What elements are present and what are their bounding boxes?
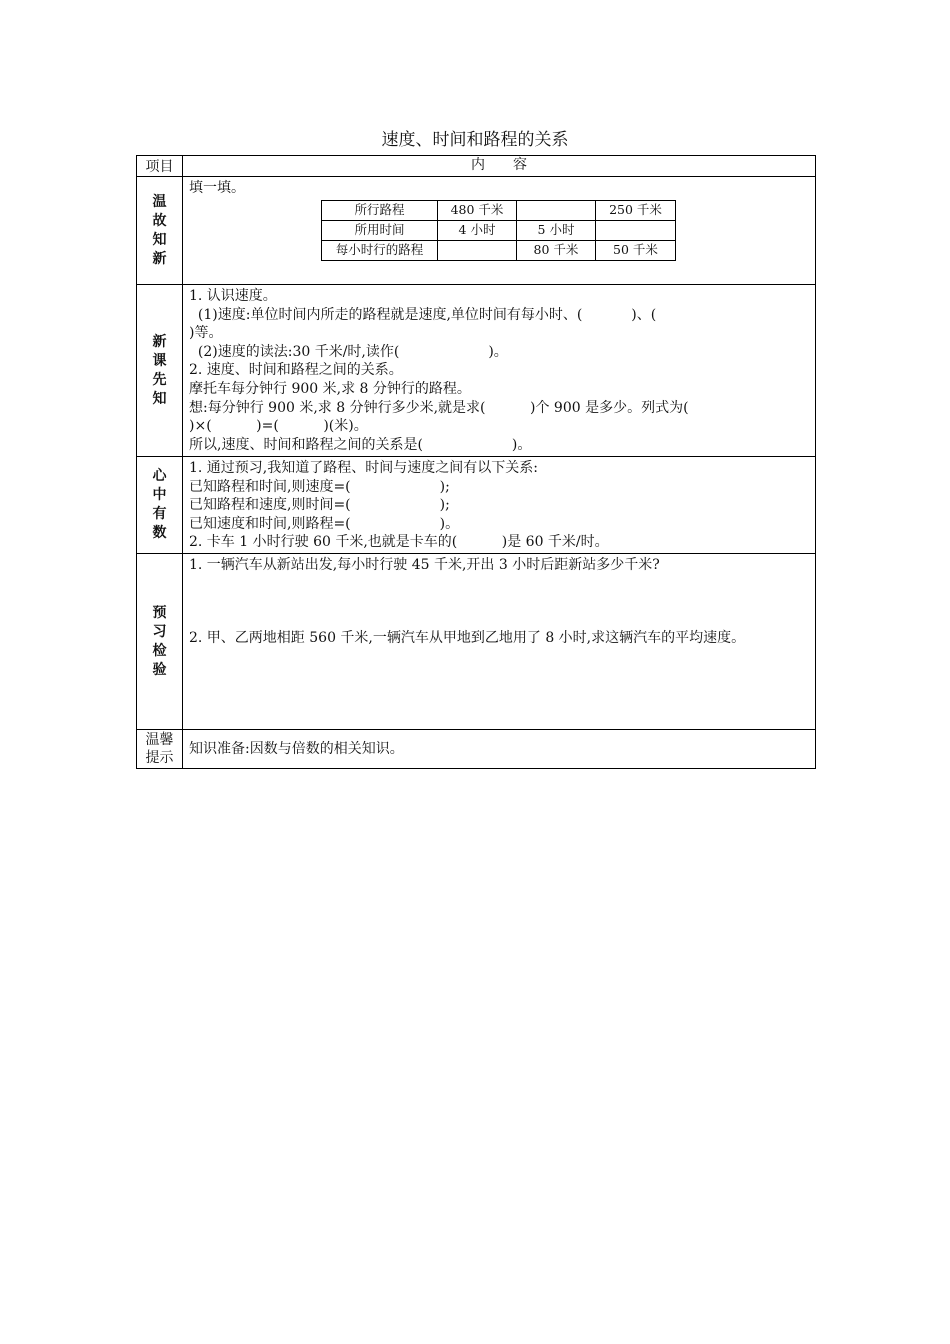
new-lesson-line: )×( )=( )(米)。 [189, 418, 368, 435]
summary-line: 已知路程和时间,则速度=( ); [189, 478, 450, 495]
new-lesson-label: 新课先知 [152, 333, 167, 407]
review-table-cell: 每小时行的路程 [322, 240, 438, 260]
review-fill-table [321, 200, 676, 261]
new-lesson-line: 1. 认识速度。 [189, 288, 277, 304]
lesson-table [136, 155, 816, 769]
check-question-2: 2. 甲、乙两地相距 560 千米,一辆汽车从甲地到乙地用了 8 小时,求这辆汽车的平均速度。 [189, 629, 746, 646]
review-table-cell: 50 千米 [596, 240, 676, 260]
review-table-cell [596, 220, 676, 240]
review-table-cell: 所行路程 [322, 200, 438, 220]
review-table-cell: 80 千米 [517, 240, 596, 260]
new-lesson-line: 所以,速度、时间和路程之间的关系是( )。 [189, 436, 532, 453]
review-table-cell: 250 千米 [596, 200, 676, 220]
review-table-cell: 所用时间 [322, 220, 438, 240]
review-table-cell: 480 千米 [438, 200, 517, 220]
review-table-cell [517, 200, 596, 220]
summary-line: 已知路程和速度,则时间=( ); [189, 497, 450, 514]
new-lesson-line: (2)速度的读法:30 千米/时,读作( )。 [189, 343, 508, 360]
review-row [137, 176, 815, 284]
check-row [137, 553, 815, 729]
summary-content [183, 457, 815, 553]
tips-label-line2: 提示 [145, 750, 174, 766]
summary-row [137, 456, 815, 553]
review-intro: 填一填。 [189, 180, 245, 196]
tips-row [137, 729, 815, 768]
new-lesson-line: 摩托车每分钟行 900 米,求 8 分钟行的路程。 [189, 380, 471, 397]
review-table-row [322, 240, 676, 260]
new-lesson-row [137, 284, 815, 456]
summary-line: 2. 卡车 1 小时行驶 60 千米,也就是卡车的( )是 60 千米/时。 [189, 534, 609, 551]
tips-text: 知识准备:因数与倍数的相关知识。 [189, 740, 404, 757]
summary-line: 1. 通过预习,我知道了路程、时间与速度之间有以下关系: [189, 460, 538, 476]
new-lesson-line: 想:每分钟行 900 米,求 8 分钟行多少米,就是求( )个 900 是多少。列式为( [189, 399, 689, 416]
review-table-row [322, 200, 676, 220]
summary-line: 已知速度和时间,则路程=( )。 [189, 515, 460, 532]
header-row [137, 156, 815, 176]
new-lesson-line: (1)速度:单位时间内所走的路程就是速度,单位时间有每小时、( )、( [189, 306, 657, 323]
review-table-cell: 5 小时 [517, 220, 596, 240]
review-table-row [322, 220, 676, 240]
check-question-1: 1. 一辆汽车从新站出发,每小时行驶 45 千米,开出 3 小时后距新站多少千米? [189, 557, 660, 573]
header-item: 项目 [137, 156, 183, 176]
page-title: 速度、时间和路程的关系 [381, 130, 569, 150]
new-lesson-content [183, 285, 815, 456]
review-table-cell: 4 小时 [438, 220, 517, 240]
check-label: 预习检验 [152, 604, 167, 678]
review-label: 温故知新 [152, 193, 167, 267]
tips-label-line1: 温馨 [145, 732, 174, 748]
new-lesson-line: 2. 速度、时间和路程之间的关系。 [189, 362, 403, 379]
review-table-cell [438, 240, 517, 260]
new-lesson-line: )等。 [189, 325, 223, 342]
header-content: 内 容 [471, 157, 527, 173]
summary-label: 心中有数 [152, 468, 167, 541]
